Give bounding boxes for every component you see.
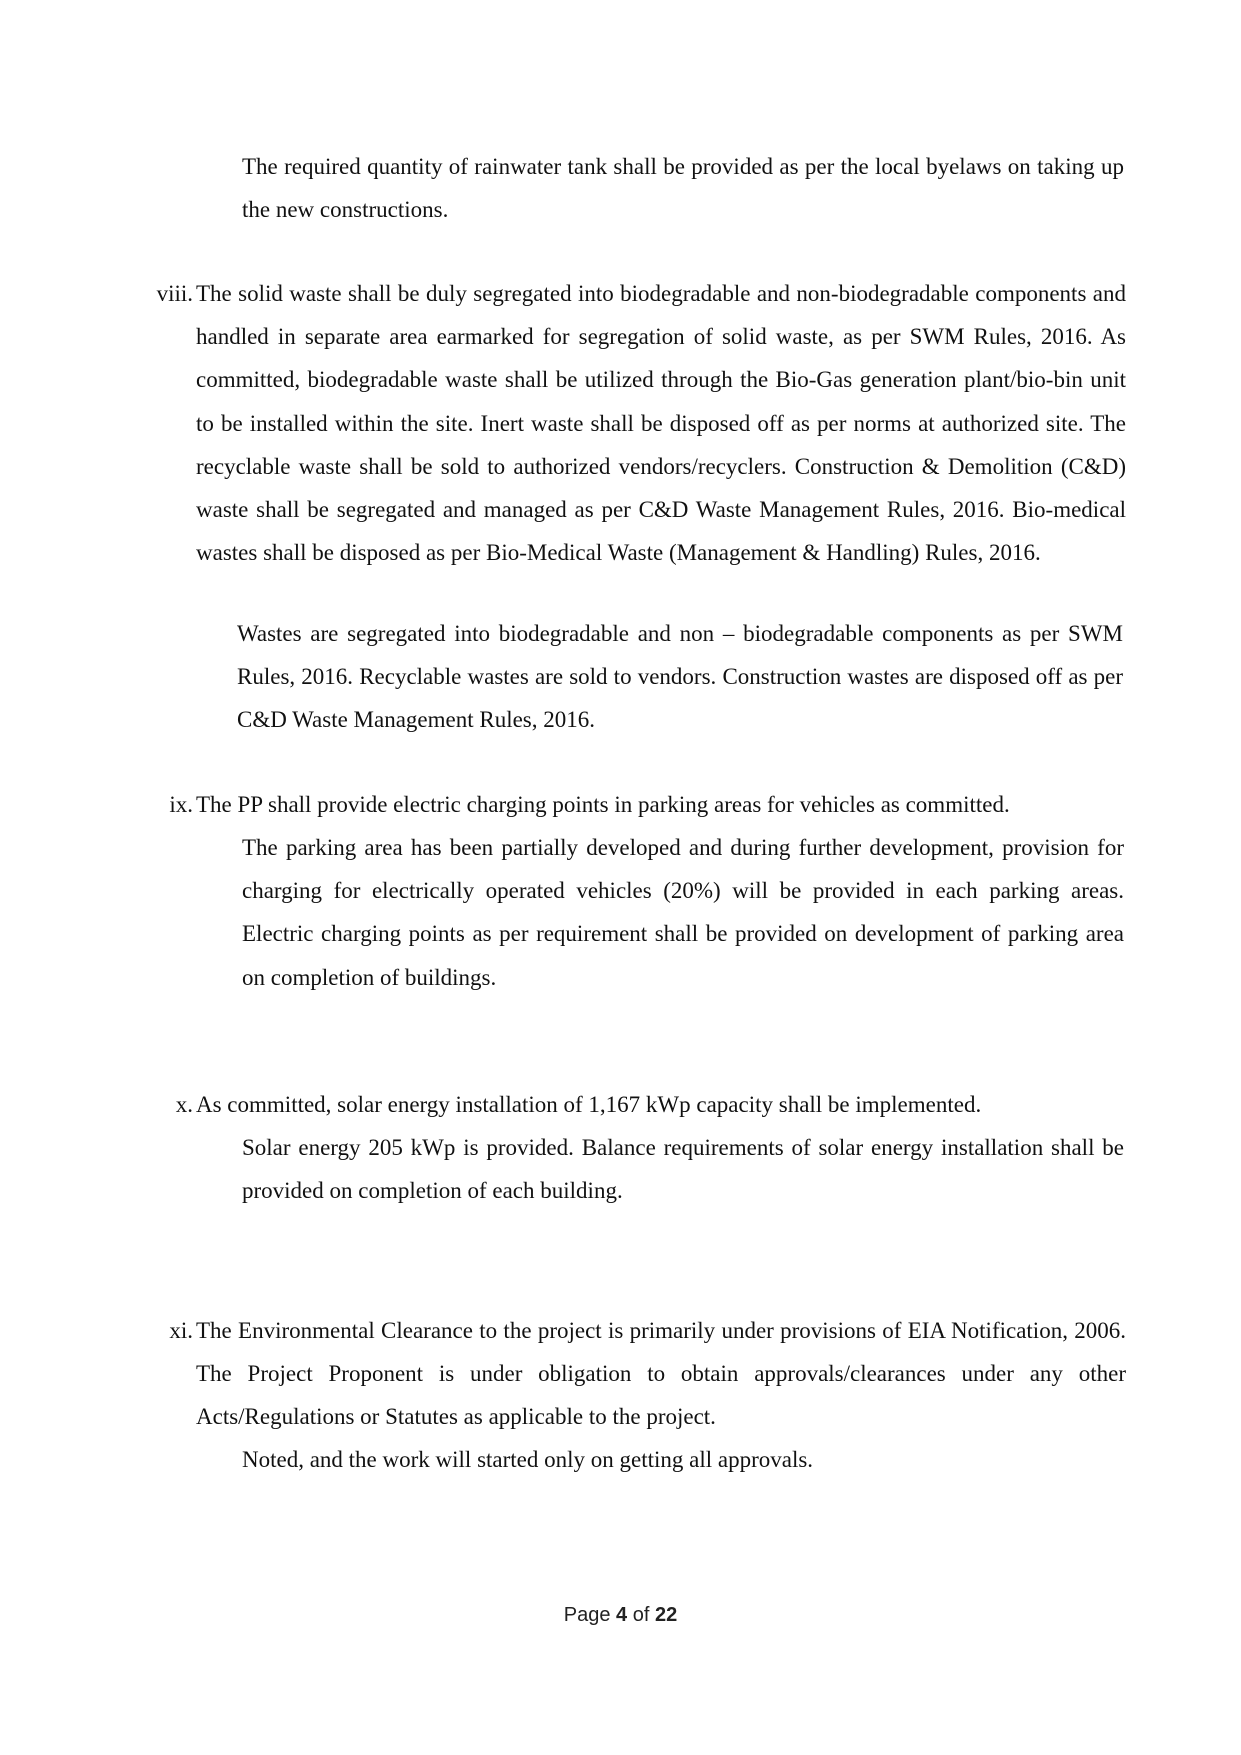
condition-text: As committed, solar energy installation of 1,167 kWp capacity shall be implemented. [196, 1092, 982, 1117]
condition-item-x [120, 1083, 1126, 1126]
page-footer [0, 1604, 1241, 1627]
condition-text: The solid waste shall be duly segregated into biodegradable and non-biodegradable components and handled in separate area earmarked for segregation of solid waste, as per SWM Rules, 2016. As committed, biodegradable waste shall be utilized through the Bio-Gas generation plant/bio-bin unit to be installed within the site. Inert waste shall be disposed off as per norms at authorized site. The recyclable waste shall be sold to authorized vendors/recyclers. Construction & Demolition (C&D) waste shall be segregated and managed as per C&D Waste Management Rules, 2016. Bio-medical wastes shall be disposed as per Bio-Medical Waste (Management & Handling) Rules, 2016. [196, 281, 1126, 566]
item-number: ix. [169, 792, 193, 817]
total-pages-number: 22 [654, 1604, 678, 1626]
item-number: x. [175, 1092, 193, 1117]
condition-item-xi [120, 1309, 1126, 1439]
of-word: of [632, 1604, 650, 1626]
intro-response-paragraph: The required quantity of rainwater tank shall be provided as per the local byelaws on taking up the new constructions. [242, 154, 1124, 223]
condition-text: The PP shall provide electric charging points in parking areas for vehicles as committed. [196, 792, 1010, 817]
condition-text: The Environmental Clearance to the project is primarily under provisions of EIA Notification, 2006. The Project Proponent is under obligation to obtain approvals/clearances under any other Acts/Regulations or Statutes as applicable to the project. [196, 1318, 1126, 1430]
response-paragraph-viii: Wastes are segregated into biodegradable and non – biodegradable components as per SWM Rules, 2016. Recyclable wastes are sold to vendors. Construction wastes are disposed off as per C&D Waste Management Rules, 2016. [237, 621, 1123, 733]
item-number: viii. [156, 281, 193, 306]
response-paragraph-x: Solar energy 205 kWp is provided. Balance requirements of solar energy installation shall be provided on completion of each building. [242, 1135, 1124, 1204]
current-page-number: 4 [616, 1604, 628, 1626]
condition-item-ix [120, 783, 1126, 826]
response-paragraph-xi: Noted, and the work will started only on getting all approvals. [242, 1447, 814, 1472]
page-word: Page [563, 1604, 611, 1626]
condition-item-viii [120, 272, 1126, 574]
item-number: xi. [169, 1318, 193, 1343]
response-paragraph-ix: The parking area has been partially developed and during further development, provision for charging for electrically operated vehicles (20%) will be provided in each parking areas. Electric charging points as per requirement shall be provided on development of parking area on completion of buildings. [242, 835, 1124, 990]
